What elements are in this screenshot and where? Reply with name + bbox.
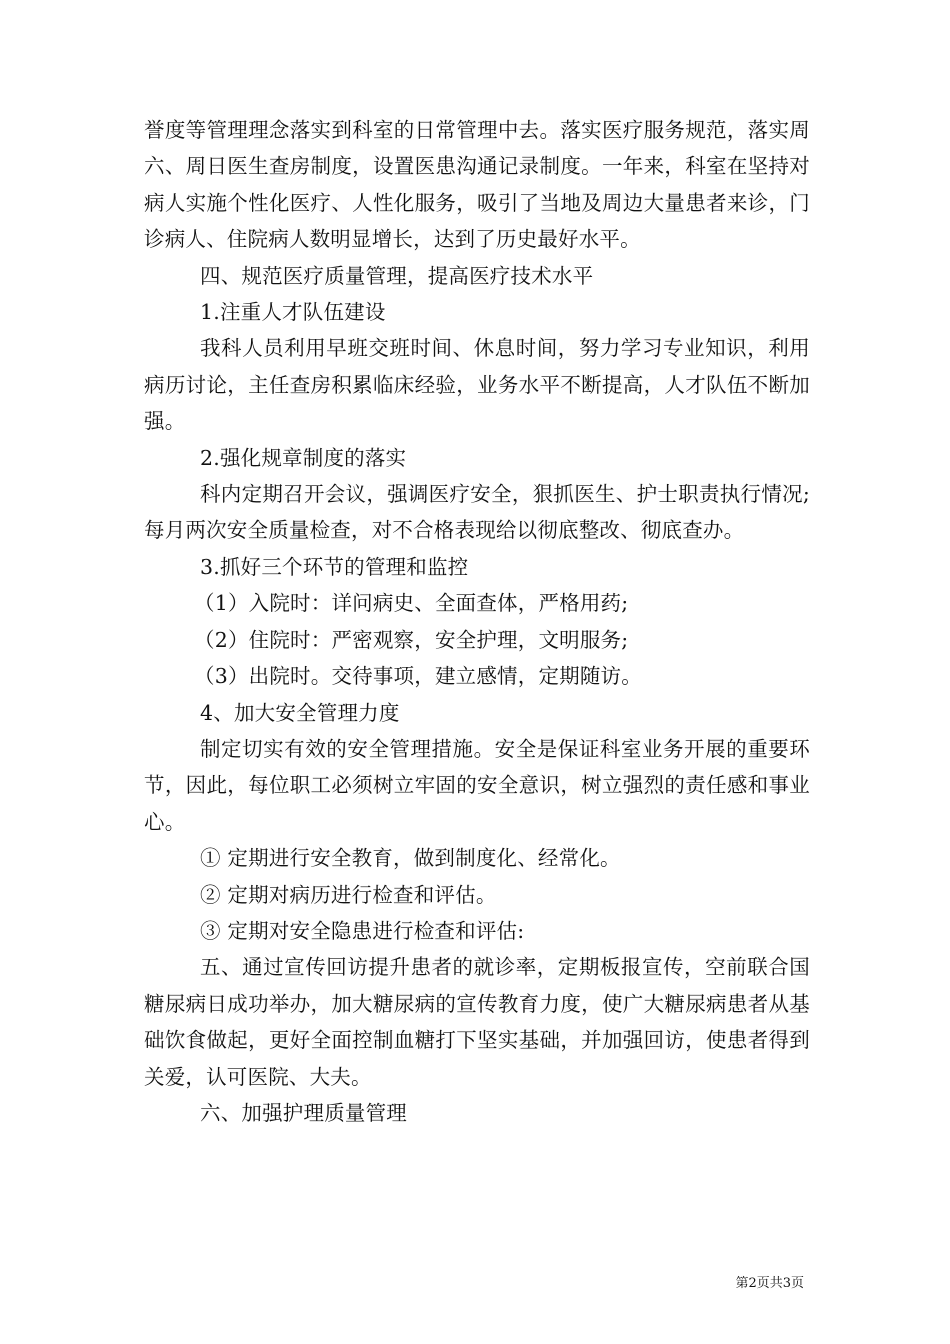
list-item-record-check: ② 定期对病历进行检查和评估。 (200, 882, 497, 907)
heading-section-six: 六、加强护理质量管理 (200, 1100, 407, 1125)
heading-section-four: 四、规范医疗质量管理，提高医疗技术水平 (200, 263, 594, 288)
list-item-hazard-check: ③ 定期对安全隐患进行检查和评估: (200, 918, 525, 943)
document-page (144, 112, 810, 1131)
paragraph-rules: 科内定期召开会议，强调医疗安全，狠抓医生、护士职责执行情况;每月两次安全质量检查，对不合格表现给以彻底整改、彻底查办。 (144, 482, 810, 543)
paragraph-intro: 誉度等管理理念落实到科室的日常管理中去。落实医疗服务规范，落实周六、周日医生查房制度，设置医患沟通记录制度。一年来，科室在坚持对病人实施个性化医疗、人性化服务，吸引了当地及周边大量患者来诊，门诊病人、住院病人数明显增长，达到了历史最好水平。 (144, 118, 810, 252)
subheading-talent-team: 1.注重人才队伍建设 (200, 300, 386, 325)
paragraph-talent-team: 我科人员利用早班交班时间、休息时间，努力学习专业知识，利用病历讨论，主任查房积累临床经验，业务水平不断提高，人才队伍不断加强。 (144, 336, 810, 434)
page-number-footer: 第2页共3页 (735, 1276, 804, 1291)
subheading-safety: 4、加大安全管理力度 (200, 700, 400, 725)
subheading-three-links: 3.抓好三个环节的管理和监控 (200, 554, 469, 579)
paragraph-safety: 制定切实有效的安全管理措施。安全是保证科室业务开展的重要环节，因此，每位职工必须树立牢固的安全意识，树立强烈的责任感和事业心。 (144, 736, 810, 834)
subheading-rules: 2.强化规章制度的落实 (200, 445, 407, 470)
list-item-safety-education: ① 定期进行安全教育，做到制度化、经常化。 (200, 846, 621, 871)
paragraph-section-five: 五、通过宣传回访提升患者的就诊率，定期板报宣传，空前联合国糖尿病日成功举办，加大糖尿病的宣传教育力度，使广大糖尿病患者从基础饮食做起，更好全面控制血糖打下坚实基础，并加强回访，使患者得到关爱，认可医院、大夫。 (144, 955, 810, 1089)
list-item-hospitalization: （2）住院时：严密观察，安全护理，文明服务; (194, 627, 629, 652)
list-item-admission: （1）入院时：详问病史、全面查体，严格用药; (194, 591, 629, 616)
list-item-discharge: （3）出院时。交待事项，建立感情，定期随访。 (194, 664, 642, 689)
